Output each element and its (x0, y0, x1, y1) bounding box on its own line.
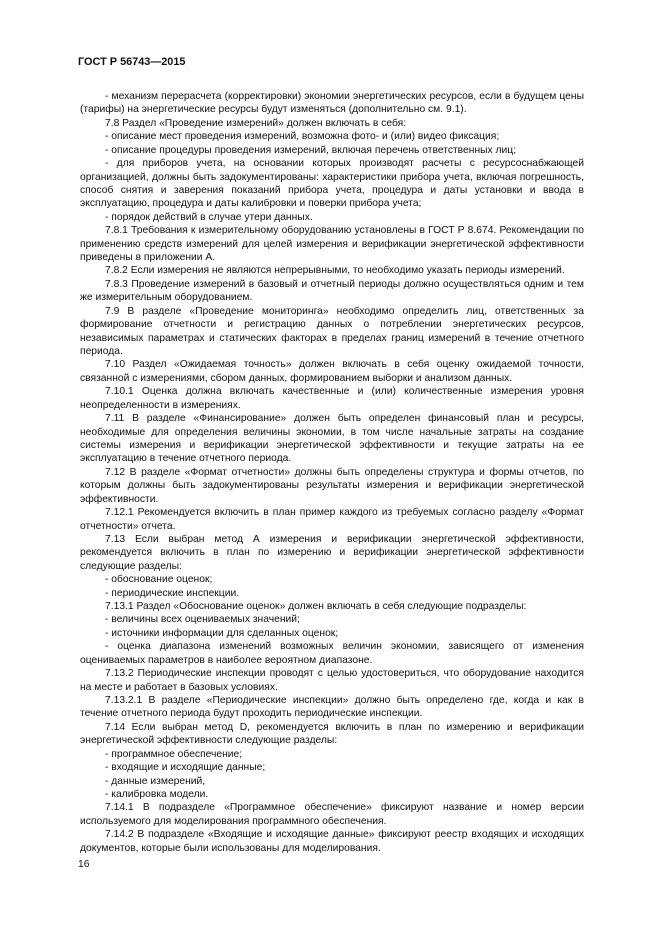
clause-7-10-1: 7.10.1 Оценка должна включать качественные и (или) количественные измерения уровня неопределенности в измерениях. (80, 386, 584, 411)
clause-7-13: 7.13 Если выбран метод А измерения и верификации энергетической эффективности, рекомендуется включить в план по измерению и верификации энергетической эффективности следующие разделы: (80, 533, 584, 572)
clause-7-10: 7.10 Раздел «Ожидаемая точность» должен включать в себя оценку ожидаемой точности, связанной с измерениями, сбором данных, формированием выборки и анализом данных. (80, 359, 584, 384)
document-header: ГОСТ Р 56743—2015 (78, 56, 186, 68)
list-item: - описание мест проведения измерений, возможна фото- и (или) видео фиксация; (105, 131, 500, 143)
list-item: - оценка диапазона изменений возможных величин экономии, зависящего от изменения оцениваемых параметров в наиболее вероятном диапазоне. (80, 641, 584, 666)
list-item: - для приборов учета, на основании которых производят расчеты с ресурсоснабжающей организацией, должны быть задокументированы: характеристики прибора учета, включая погрешность, способ снятия и заверения показаний прибора учета, процедура и даты установки и ввода в эксплуатацию, процедура и даты калибровки и поверки прибора учета; (80, 158, 584, 210)
list-item: - механизм перерасчета (корректировки) экономии энергетических ресурсов, если в будущем цены (тарифы) на энергетические ресурсы будут изменяться (дополнительно см. 9.1). (80, 91, 584, 116)
clause-7-13-1: 7.13.1 Раздел «Обоснование оценок» должен включать в себя следующие подразделы: (105, 601, 527, 613)
clause-7-8-3: 7.8.3 Проведение измерений в базовый и отчетный периоды должно осуществляться одним и тем же измерительным оборудованием. (80, 278, 584, 304)
document-body (80, 90, 584, 871)
clause-7-8-1: 7.8.1 Требования к измерительному оборудованию установлены в ГОСТ Р 8.674. Рекомендации по применению средств измерений для целей измерения и верификации энергетической эффективности приведены в приложении А. (80, 225, 584, 264)
clause-7-14-2: 7.14.2 В подразделе «Входящие и исходящие данные» фиксируют реестр входящих и исходящих документов, которые были использованы для моделирования. (80, 829, 584, 854)
clause-7-8: 7.8 Раздел «Проведение измерений» должен включать в себя: (105, 117, 407, 129)
clause-7-12-1: 7.12.1 Рекомендуется включить в план пример каждого из требуемых согласно разделу «Формат отчетности» отчета. (80, 507, 584, 532)
clause-7-14-1: 7.14.1 В подразделе «Программное обеспечение» фиксируют название и номер версии используемого для моделирования программного обеспечения. (80, 802, 584, 827)
list-item: - источники информации для сделанных оценок; (105, 627, 339, 639)
clause-7-11: 7.11 В разделе «Финансирование» должен быть определен финансовый план и ресурсы, необходимые для определения величины экономии, в том числе начальные затраты на создание системы измерения и верификации энергетической эффективности и текущие затраты на ее эксплуатацию в течение отчетного периода. (80, 413, 584, 465)
list-item: - величины всех оцениваемых значений; (105, 614, 300, 626)
list-item: - порядок действий в случае утери данных. (105, 211, 313, 223)
list-item: - обоснование оценок; (105, 574, 213, 586)
list-item: - данные измерений, (105, 775, 206, 787)
clause-7-8-2: 7.8.2 Если измерения не являются непрерывными, то необходимо указать периоды измерений. (105, 265, 565, 277)
list-item: - калибровка модели. (105, 788, 209, 800)
list-item: - периодические инспекции. (105, 587, 240, 599)
clause-7-14: 7.14 Если выбран метод D, рекомендуется включить в план по измерению и верификации энергетической эффективности следующие разделы: (80, 721, 584, 747)
list-item: - программное обеспечение; (105, 748, 243, 760)
clause-7-13-2-1: 7.13.2.1 В разделе «Периодические инспекции» должно быть определено где, когда и как в течение отчетного периода будут проходить периодические инспекции. (80, 694, 584, 720)
clause-7-12: 7.12 В разделе «Формат отчетности» должны быть определены структура и формы отчетов, по которым должны быть задокументированы результаты измерения и верификации энергетической эффективности. (80, 466, 584, 505)
page-number: 16 (78, 859, 90, 871)
clause-7-13-2: 7.13.2 Периодические инспекции проводят с целью удостовериться, что оборудование находится на месте и работает в базовых условиях. (80, 668, 584, 693)
list-item: - описание процедуры проведения измерений, включая перечень ответственных лиц; (105, 144, 517, 156)
clause-7-9: 7.9 В разделе «Проведение мониторинга» необходимо определить лиц, ответственных за формирование отчетности и регистрацию данных о потреблении энергетических ресурсов, независимых параметрах и статических факторах в пределах границ измерений в течение отчетного периода. (80, 305, 584, 358)
list-item: - входящие и исходящие данные; (105, 762, 266, 774)
